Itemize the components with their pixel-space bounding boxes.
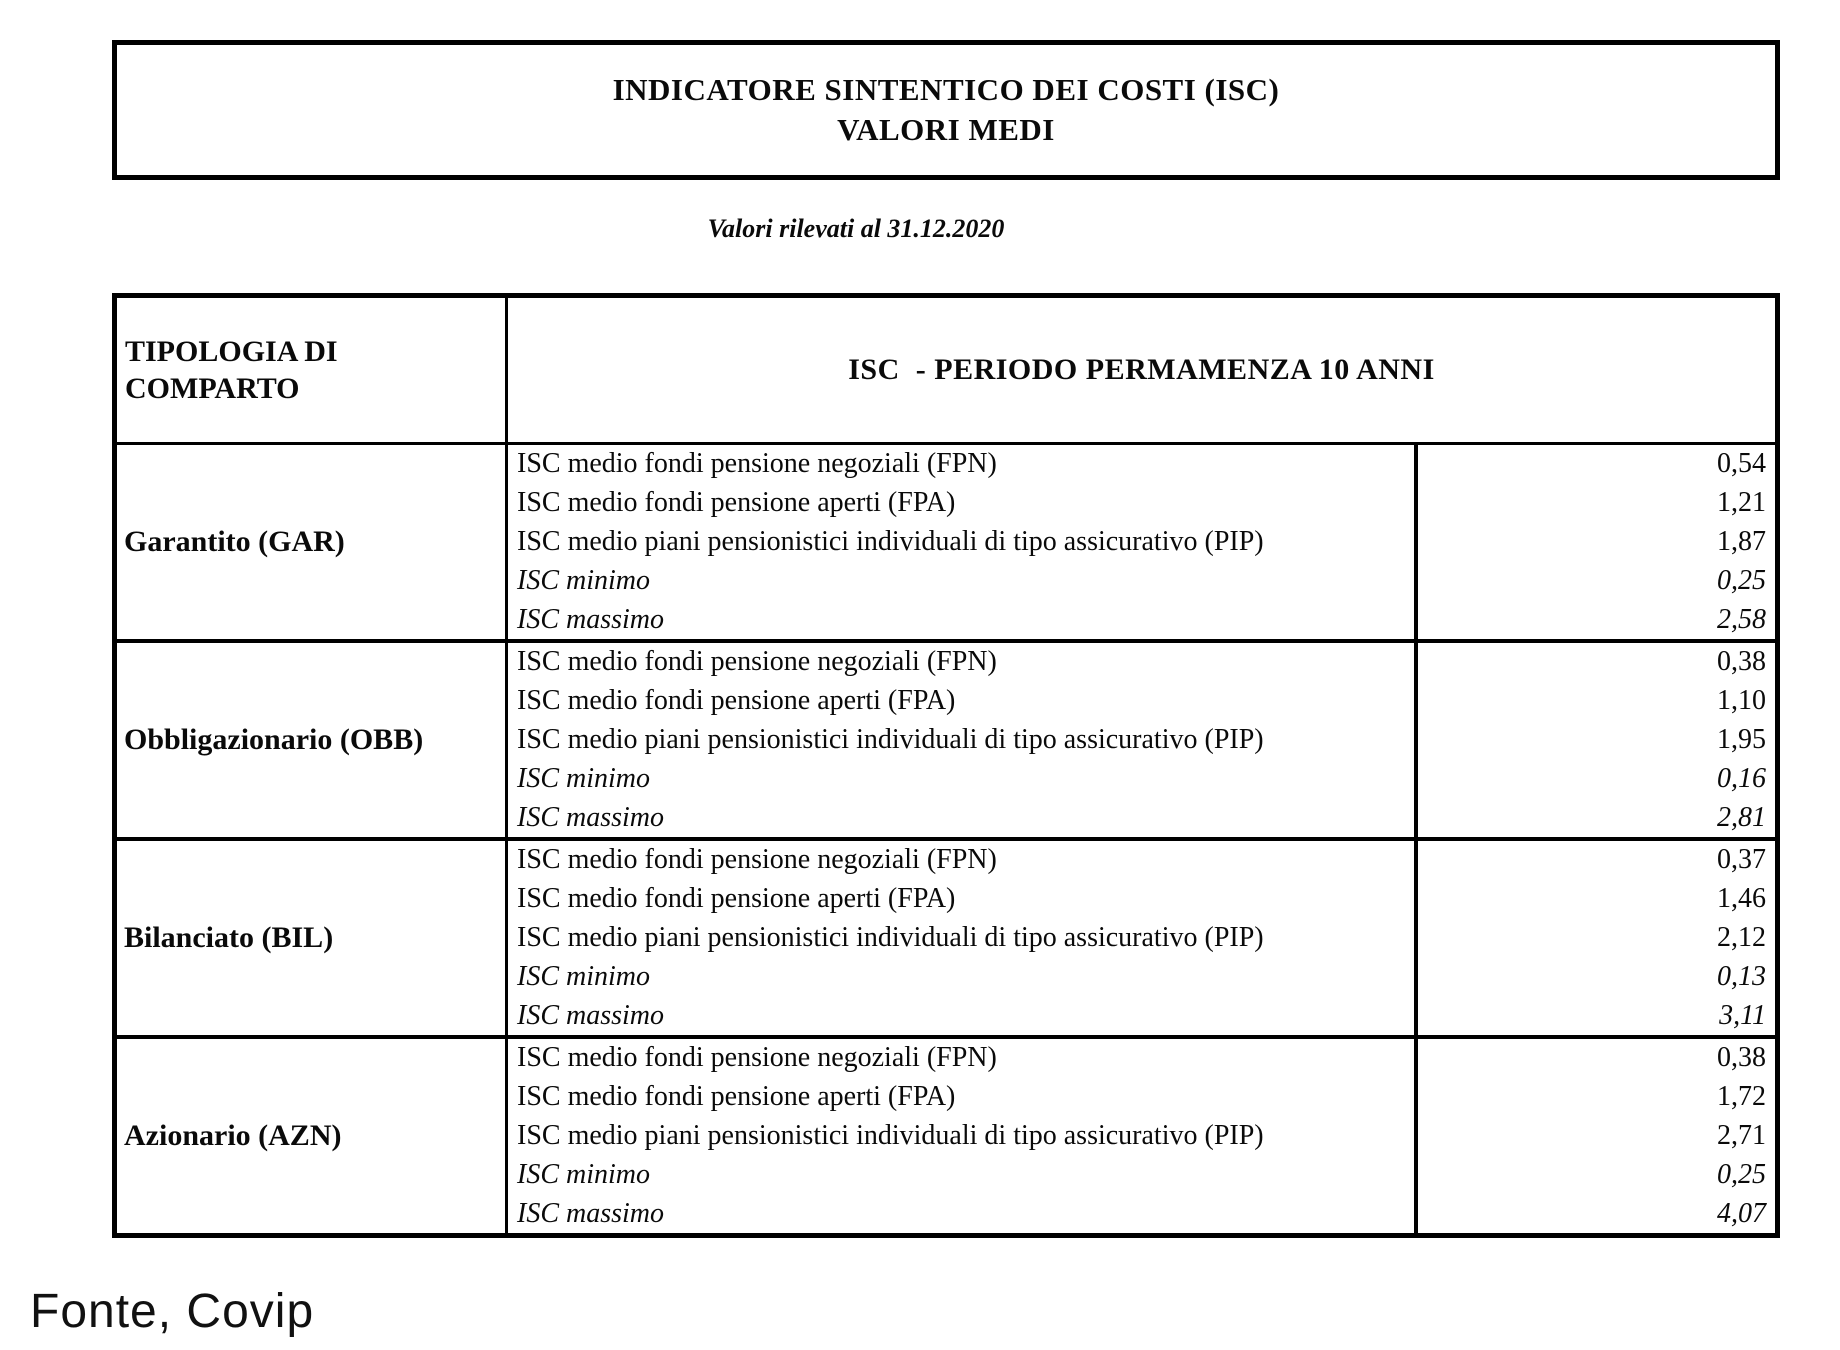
- row-label-pip: ISC medio piani pensionistici individuali di tipo assicurativo (PIP): [517, 921, 1264, 953]
- value-fpn: 0,54: [1717, 448, 1766, 480]
- value-fpn: 0,38: [1717, 646, 1766, 678]
- row-label-isc-minimo: ISC minimo: [517, 762, 650, 794]
- document-title-line2: VALORI MEDI: [837, 112, 1055, 147]
- header-cell-tipologia: [117, 298, 508, 442]
- value-fpa: 1,46: [1717, 883, 1766, 915]
- value-isc-massimo: 2,81: [1717, 801, 1766, 833]
- comparto-label: Azionario (AZN): [117, 1039, 508, 1233]
- header-cell-isc-periodo: ISC - PERIODO PERMAMENZA 10 ANNI: [848, 353, 1435, 386]
- comparto-label: Obbligazionario (OBB): [117, 643, 508, 837]
- value-pip: 1,95: [1717, 723, 1766, 755]
- row-label-fpa: ISC medio fondi pensione aperti (FPA): [517, 883, 956, 915]
- row-values-cell: [1418, 841, 1775, 1035]
- row-label-isc-minimo: ISC minimo: [517, 564, 650, 596]
- row-labels-cell: [508, 643, 1418, 837]
- value-fpa: 1,72: [1717, 1081, 1766, 1113]
- value-isc-minimo: 0,25: [1717, 1158, 1766, 1190]
- value-fpn: 0,38: [1717, 1042, 1766, 1074]
- value-isc-minimo: 0,25: [1717, 564, 1766, 596]
- row-label-isc-massimo: ISC massimo: [517, 801, 665, 833]
- isc-table: [112, 293, 1780, 1238]
- header-tipologia-label: TIPOLOGIA DI COMPARTO: [125, 335, 338, 405]
- value-isc-minimo: 0,16: [1717, 762, 1766, 794]
- row-label-isc-minimo: ISC minimo: [517, 960, 650, 992]
- comparto-label: Garantito (GAR): [117, 445, 508, 639]
- table-row-group-obbligazionario: [117, 639, 1775, 837]
- value-fpa: 1,10: [1717, 685, 1766, 717]
- table-row-group-garantito: [117, 445, 1775, 639]
- row-label-pip: ISC medio piani pensionistici individuali di tipo assicurativo (PIP): [517, 1119, 1264, 1151]
- source-note: Fonte, Covip: [30, 1285, 315, 1338]
- row-label-fpa: ISC medio fondi pensione aperti (FPA): [517, 685, 956, 717]
- value-isc-massimo: 3,11: [1719, 999, 1766, 1031]
- row-values-cell: [1418, 643, 1775, 837]
- row-label-fpn: ISC medio fondi pensione negoziali (FPN): [517, 646, 997, 678]
- row-label-fpa: ISC medio fondi pensione aperti (FPA): [517, 487, 956, 519]
- comparto-label: Bilanciato (BIL): [117, 841, 508, 1035]
- row-label-isc-minimo: ISC minimo: [517, 1158, 650, 1190]
- table-row-group-bilanciato: [117, 837, 1775, 1035]
- row-label-fpn: ISC medio fondi pensione negoziali (FPN): [517, 448, 997, 480]
- row-labels-cell: [508, 841, 1418, 1035]
- table-body: [117, 445, 1775, 1233]
- document-title-line1: INDICATORE SINTENTICO DEI COSTI (ISC): [612, 72, 1280, 107]
- row-label-pip: ISC medio piani pensionistici individuali di tipo assicurativo (PIP): [517, 525, 1264, 557]
- value-isc-massimo: 4,07: [1717, 1197, 1766, 1229]
- value-fpa: 1,21: [1717, 487, 1766, 519]
- row-labels-cell: [508, 445, 1418, 639]
- table-row-group-azionario: [117, 1035, 1775, 1233]
- row-values-cell: [1418, 1039, 1775, 1233]
- value-isc-massimo: 2,58: [1717, 603, 1766, 635]
- table-header-row: [117, 298, 1775, 445]
- document-subtitle: Valori rilevati al 31.12.2020: [707, 214, 1005, 243]
- row-label-fpa: ISC medio fondi pensione aperti (FPA): [517, 1081, 956, 1113]
- row-label-isc-massimo: ISC massimo: [517, 999, 665, 1031]
- row-labels-cell: [508, 1039, 1418, 1233]
- row-values-cell: [1418, 445, 1775, 639]
- value-isc-minimo: 0,13: [1717, 960, 1766, 992]
- value-fpn: 0,37: [1717, 844, 1766, 876]
- value-pip: 2,12: [1717, 921, 1766, 953]
- row-label-isc-massimo: ISC massimo: [517, 603, 665, 635]
- row-label-isc-massimo: ISC massimo: [517, 1197, 665, 1229]
- value-pip: 2,71: [1717, 1119, 1766, 1151]
- row-label-pip: ISC medio piani pensionistici individuali di tipo assicurativo (PIP): [517, 723, 1264, 755]
- title-box: [112, 40, 1780, 180]
- value-pip: 1,87: [1717, 525, 1766, 557]
- row-label-fpn: ISC medio fondi pensione negoziali (FPN): [517, 844, 997, 876]
- row-label-fpn: ISC medio fondi pensione negoziali (FPN): [517, 1042, 997, 1074]
